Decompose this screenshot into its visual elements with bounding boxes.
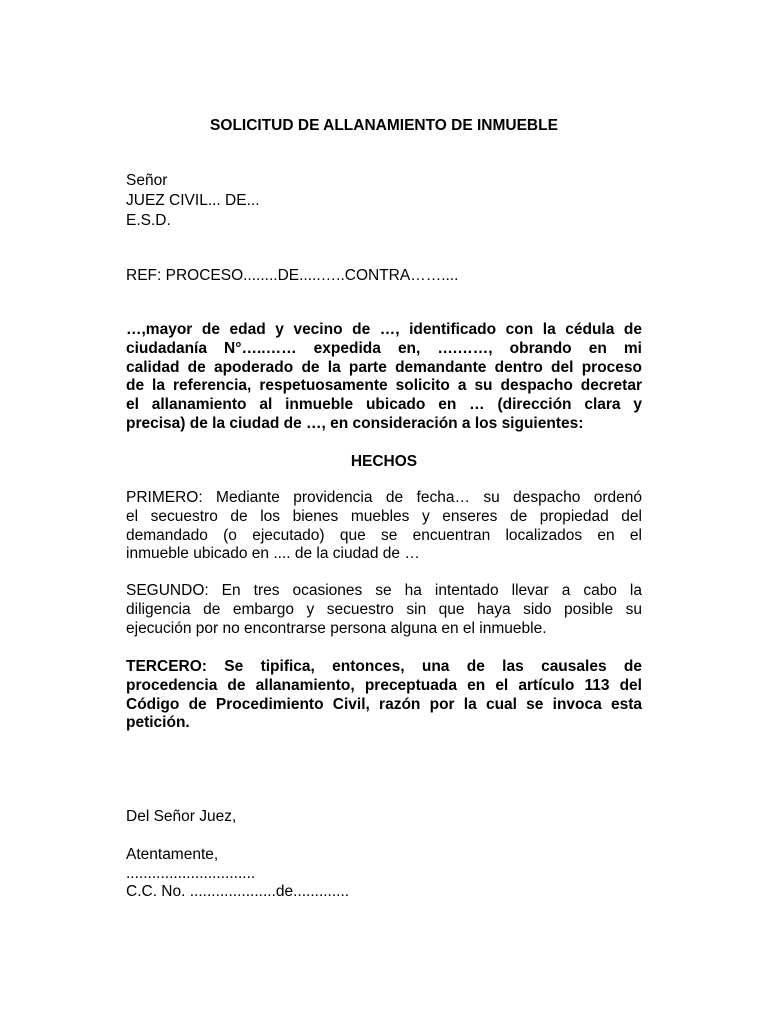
addressee-esd: E.S.D. bbox=[126, 212, 171, 229]
intro-paragraph bbox=[126, 321, 642, 434]
fact-line: el secuestro de los bienes muebles y enseres de propiedad del bbox=[126, 507, 642, 525]
fact-line: procedencia de allanamiento, preceptuada en el artículo 113 del bbox=[126, 676, 642, 694]
id-number-line: C.C. No. ....................de............. bbox=[126, 883, 350, 900]
fact-line: Código de Procedimiento Civil, razón por la cual se invoca esta bbox=[126, 695, 642, 713]
facts-heading: HECHOS bbox=[350, 453, 418, 470]
fact-line: ejecución por no encontrarse persona alguna en el inmueble. bbox=[126, 619, 547, 637]
intro-line: …,mayor de edad y vecino de …, identificado con la cédula de bbox=[126, 321, 642, 338]
fact-segundo bbox=[126, 582, 642, 638]
fact-line: SEGUNDO: En tres ocasiones se ha intentado llevar a cabo la bbox=[126, 582, 642, 599]
intro-line: de la referencia, respetuosamente solicito a su despacho decretar bbox=[126, 377, 642, 395]
intro-line: precisa) de la ciudad de …, en consideración a los siguientes: bbox=[126, 414, 584, 432]
signature-line: .............................. bbox=[126, 865, 256, 882]
addressee-judge: JUEZ CIVIL... DE... bbox=[126, 192, 260, 209]
fact-line: inmueble ubicado en .... de la ciudad de … bbox=[126, 545, 420, 563]
fact-line: diligencia de embargo y secuestro sin que haya sido posible su bbox=[126, 600, 642, 618]
signoff: Atentamente, bbox=[126, 846, 219, 863]
fact-tercero bbox=[126, 658, 642, 733]
intro-line: ciudadanía N°…..…… expedida en, ….……, obrando en mi bbox=[126, 339, 642, 357]
fact-line: petición. bbox=[126, 714, 190, 732]
fact-line: TERCERO: Se tipifica, entonces, una de las causales de bbox=[126, 658, 642, 675]
reference-line: REF: PROCESO........DE.....…..CONTRA…….... bbox=[126, 267, 459, 284]
fact-primero bbox=[126, 489, 642, 564]
document-title: SOLICITUD DE ALLANAMIENTO DE INMUEBLE bbox=[210, 117, 558, 134]
intro-line: calidad de apoderado de la parte demandante dentro del proceso bbox=[126, 358, 642, 376]
fact-line: PRIMERO: Mediante providencia de fecha… su despacho ordenó bbox=[126, 489, 642, 506]
intro-line: el allanamiento al inmueble ubicado en … (dirección clara y bbox=[126, 396, 642, 414]
addressee-salutation: Señor bbox=[126, 172, 168, 189]
fact-line: demandado (o ejecutado) que se encuentran localizados en el bbox=[126, 526, 642, 544]
closing-salutation: Del Señor Juez, bbox=[126, 808, 237, 825]
